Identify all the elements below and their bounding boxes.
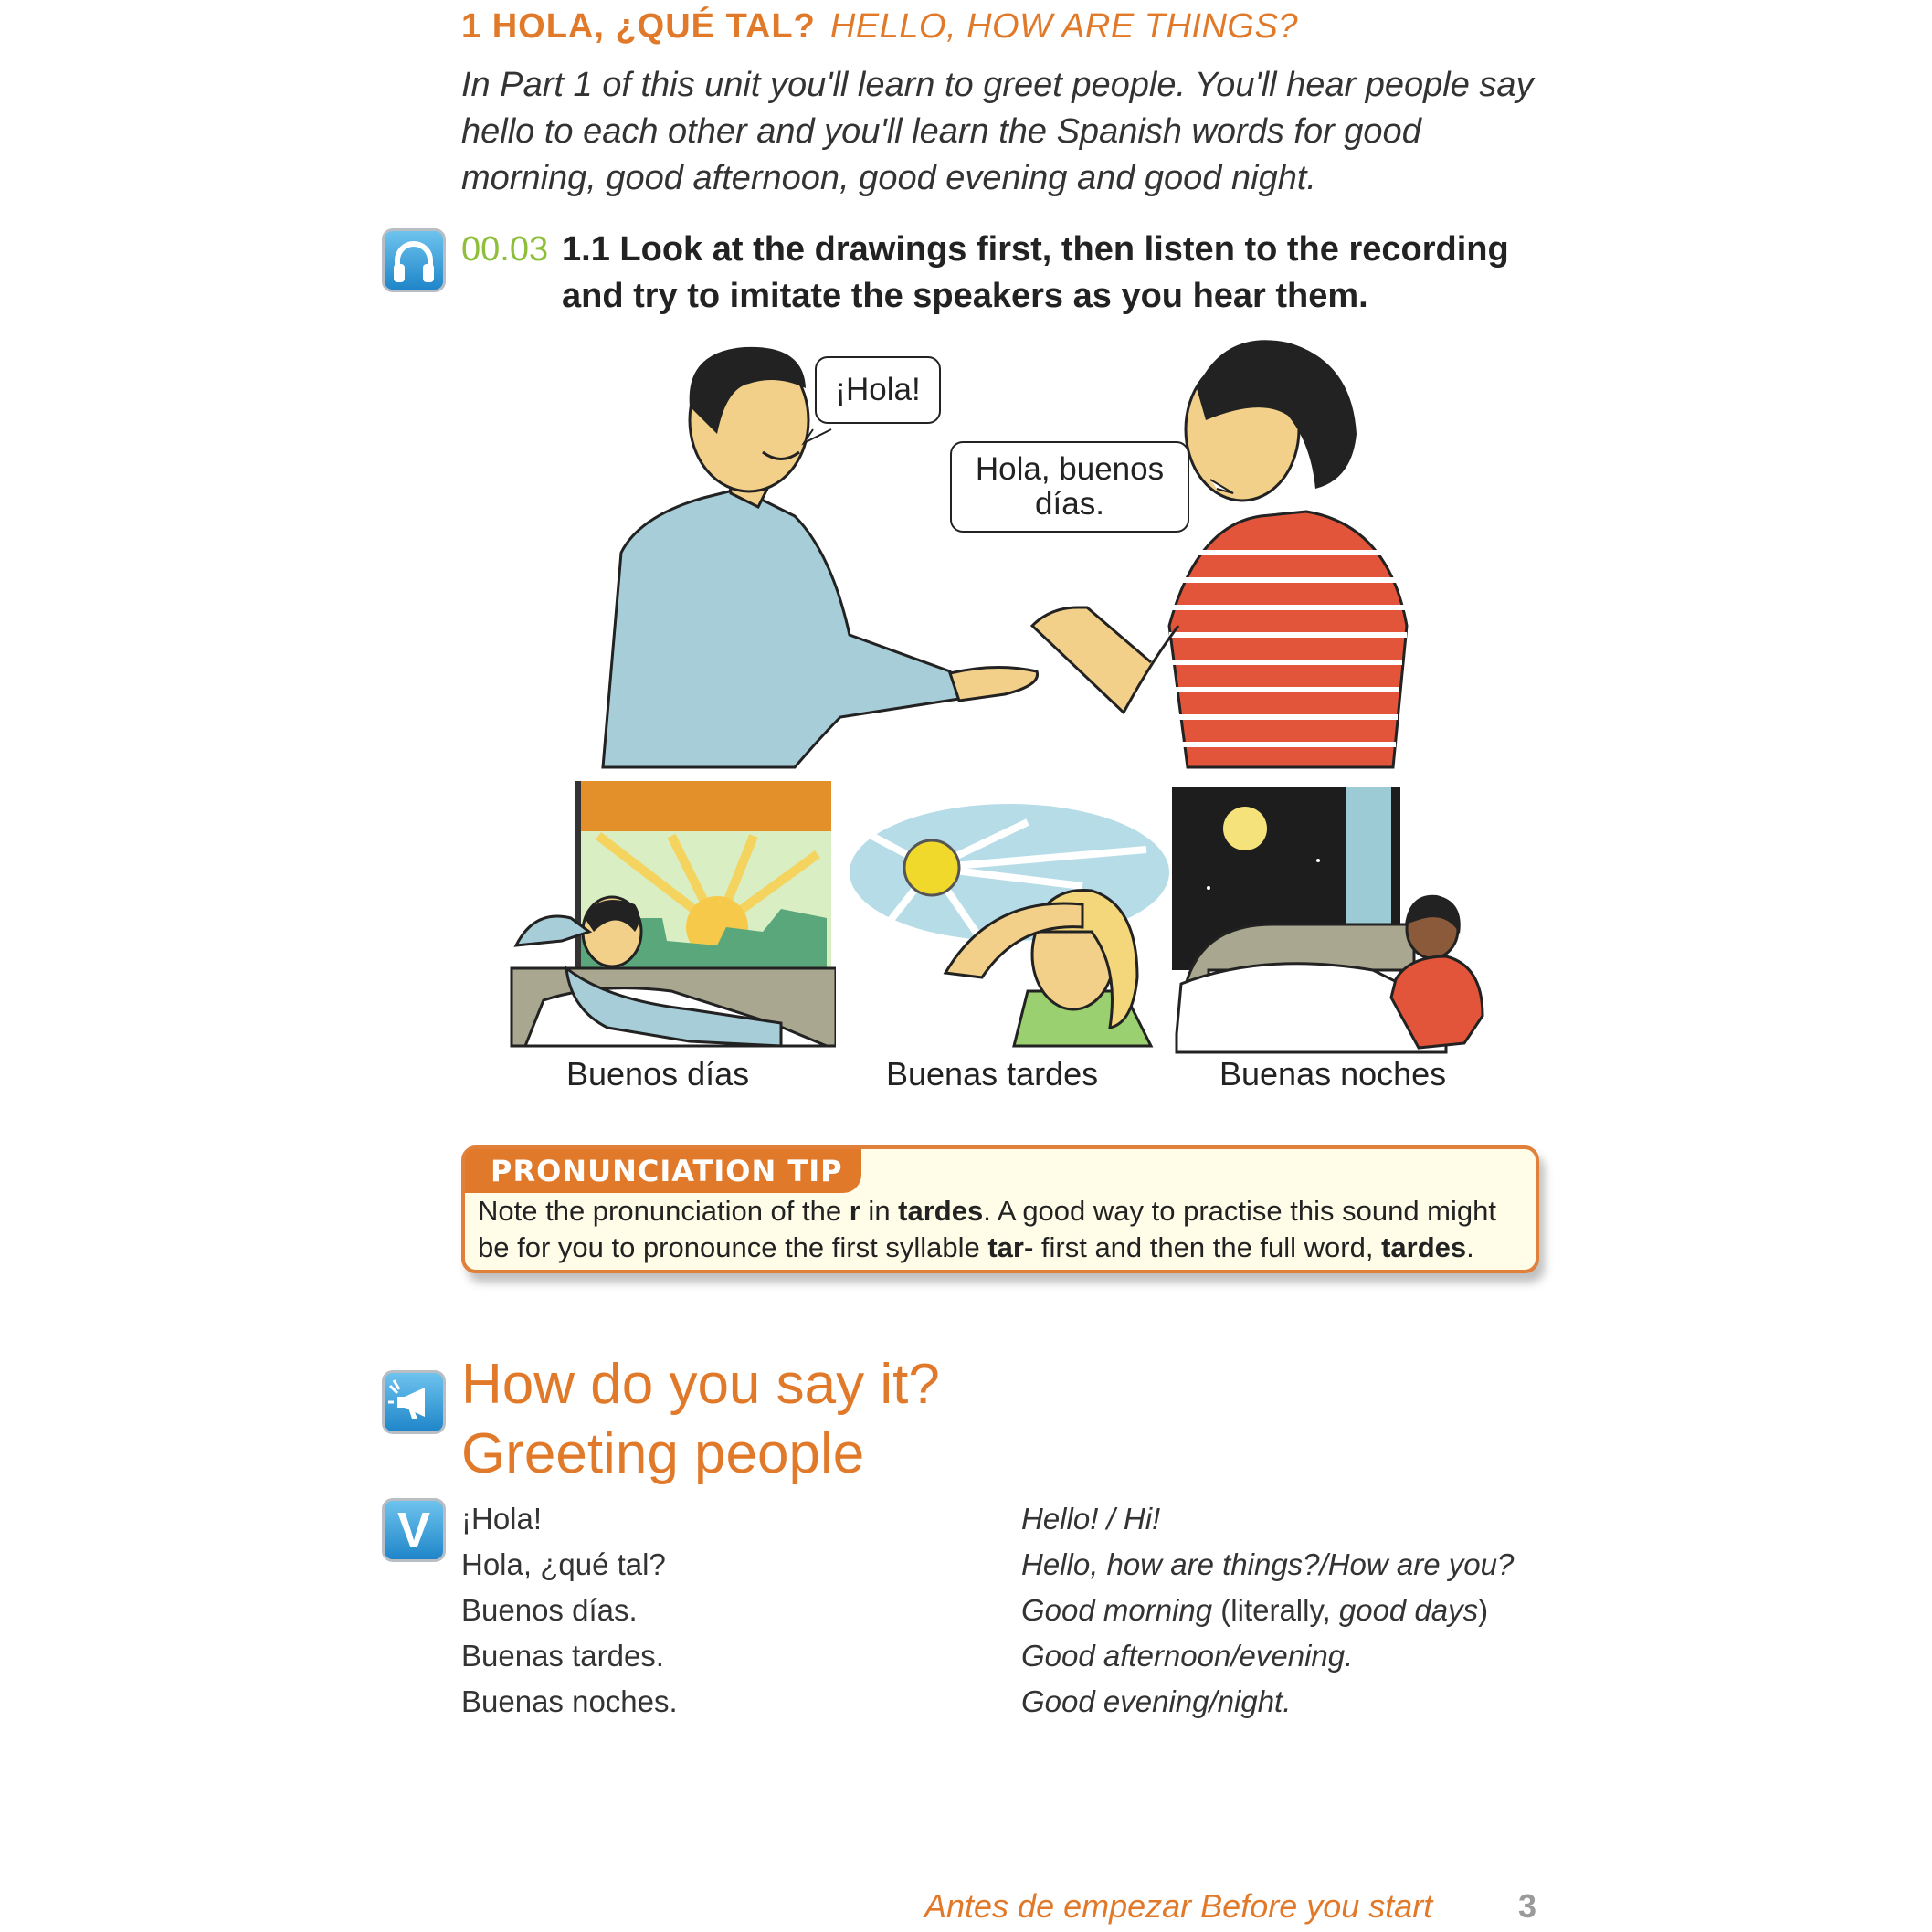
tip-bold-tar: tar- <box>987 1231 1034 1263</box>
phrase-en-plain: (literally, <box>1212 1593 1339 1627</box>
say-it-title-line1: How do you say it? <box>461 1353 940 1416</box>
track-number: 00.03 <box>461 230 549 269</box>
phrase-es: Hola, ¿qué tal? <box>461 1547 666 1581</box>
night-scene-illustration <box>1172 787 1501 1057</box>
footer-section-title: Antes de empezar Before you start <box>924 1887 1433 1925</box>
phrase-en-plain: ) <box>1478 1593 1489 1627</box>
say-it-title-line2: Greeting people <box>461 1422 865 1485</box>
phrase-es: ¡Hola! <box>461 1502 543 1536</box>
phrase-en: Good evening/night. <box>1021 1684 1292 1718</box>
caption-buenas-noches: Buenas noches <box>1219 1055 1447 1093</box>
phrase-es: Buenos días. <box>461 1593 638 1627</box>
phrase-en: Good afternoon/evening. <box>1021 1639 1354 1673</box>
section-english-title: HELLO, HOW ARE THINGS? <box>829 7 1298 46</box>
phrase-en-italic: good days <box>1338 1593 1479 1627</box>
speech-bubble-woman: Hola, buenos días. <box>950 441 1189 533</box>
phrase-en: Hello! / Hi! <box>1021 1502 1161 1536</box>
tip-bold-tardes-full: tardes <box>1381 1231 1467 1263</box>
tip-text-part: Note the pronunciation of the <box>478 1195 850 1227</box>
speech-bubble-man: ¡Hola! <box>815 356 941 424</box>
phrase-en: Hello, how are things?/How are you? <box>1021 1547 1515 1581</box>
tip-text-part: . <box>1466 1231 1474 1263</box>
tip-text-part: first and then the full word, <box>1033 1231 1382 1263</box>
phrase-en-italic: Good morning <box>1021 1593 1213 1627</box>
caption-buenas-tardes: Buenas tardes <box>886 1055 1099 1093</box>
exercise-instruction-text: Look at the drawings first, then listen to the recording and try to imitate the speakers as you hear them. <box>562 230 1509 315</box>
pronunciation-tip-box <box>461 1145 1539 1273</box>
megaphone-icon <box>382 1370 446 1434</box>
vocabulary-icon-letter: V <box>396 1503 431 1557</box>
pronunciation-tip-text <box>478 1193 1528 1266</box>
tip-text-part: . A good way to practise this sound might be for you to pronounce the first syllable <box>478 1195 1496 1263</box>
tip-bold-tardes: tardes <box>898 1195 984 1227</box>
caption-buenos-dias: Buenos días <box>566 1055 750 1093</box>
conversation-illustration <box>566 333 1434 772</box>
section-header <box>461 7 1298 47</box>
morning-scene-illustration <box>507 781 836 1055</box>
intro-paragraph: In Part 1 of this unit you'll learn to greet people. You'll hear people say hello to each other and you'll learn the Spanish words for good morning, good afternoon, good evening and good night. <box>461 66 1534 197</box>
phrase-en <box>1021 1593 1488 1628</box>
page-number: 3 <box>1518 1887 1537 1925</box>
vocabulary-icon <box>382 1498 446 1562</box>
phrase-es: Buenas noches. <box>461 1684 678 1718</box>
tip-bold-r: r <box>849 1195 860 1227</box>
phrase-es: Buenas tardes. <box>461 1639 664 1673</box>
afternoon-scene-illustration <box>845 795 1174 1055</box>
exercise-instruction <box>562 227 1576 320</box>
exercise-number: 1.1 <box>562 230 610 269</box>
tip-text-part: in <box>860 1195 899 1227</box>
how-do-you-say-it-title <box>461 1350 940 1489</box>
headphones-icon[interactable] <box>382 228 446 292</box>
pronunciation-tip-label: PRONUNCIATION TIP <box>465 1149 861 1193</box>
section-title: 1 HOLA, ¿QUÉ TAL? <box>461 7 816 46</box>
